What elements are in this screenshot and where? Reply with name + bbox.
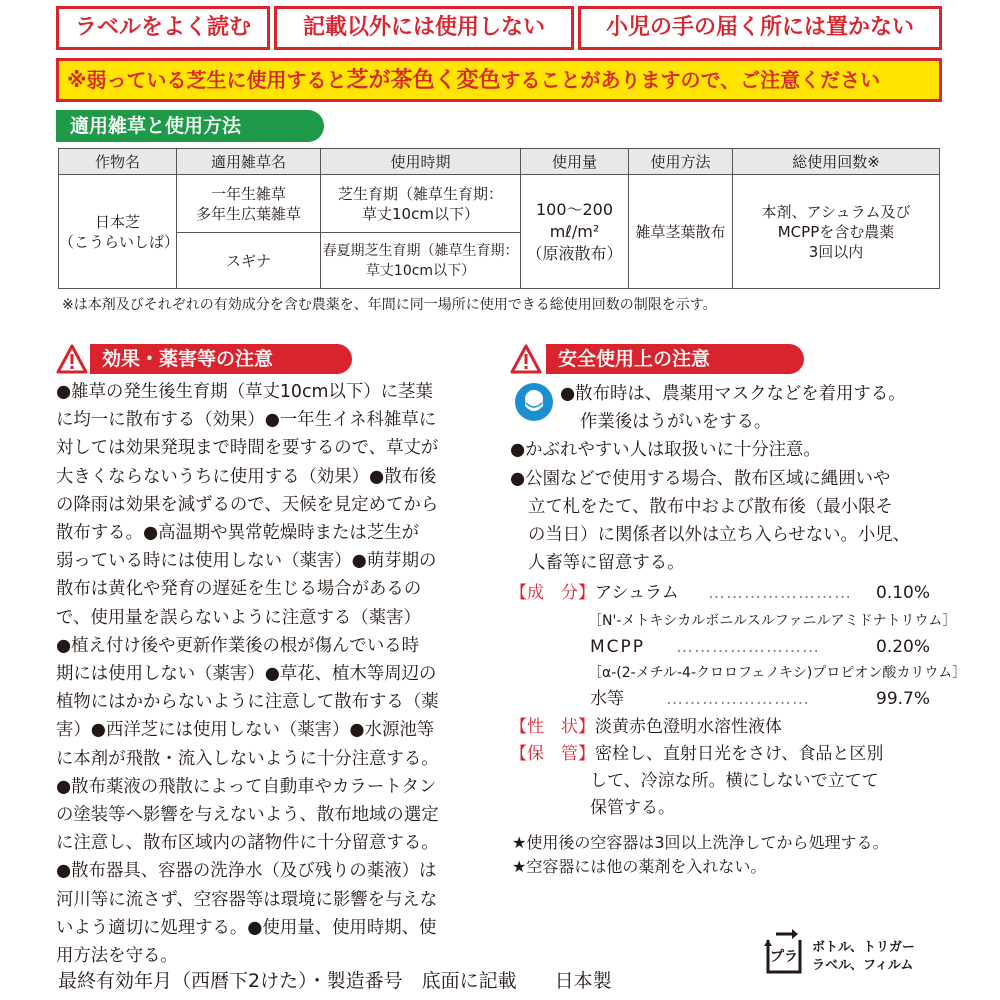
time2-line2: 草丈10cm以下） (365, 262, 476, 279)
text-line: 植物にはかからないように注意して散布する（薬 (56, 692, 439, 713)
text-line: で、使用量を誤らないように注意する（薬害） (56, 607, 421, 628)
usage-section-title: 適用雑草と使用方法 (56, 110, 324, 142)
text-line: 立て札をたて、散布中および散布後（最小限そ (528, 496, 893, 517)
table-row (59, 175, 940, 233)
container-reuse-note: ★空容器には他の薬剤を入れない。 (512, 857, 767, 876)
text-line: ●雑草の発生後生育期（草丈10cm以下）に茎葉 (56, 382, 433, 402)
amount-line3: （原液散布） (526, 243, 623, 263)
amount-line2: mℓ/m² (549, 221, 600, 241)
time1-line2: 草丈10cm以下） (362, 204, 479, 223)
header-method: 使用方法 (629, 149, 733, 175)
text-line: 用方法を守る。 (56, 946, 178, 967)
ingredient-chemical-name: ［N'-メトキシカルボニルスルファニルアミドナトリウム］ (588, 613, 957, 629)
usage-footnote: ※は本剤及びそれぞれの有効成分を含む農薬を、年間に同一場所に使用できる総使用回数の制限を示す。 (62, 297, 717, 313)
cell-weed2: スギナ (177, 233, 321, 289)
text-line: 作業後はうがいをする。 (580, 412, 772, 433)
leader-dots: …………………… (666, 689, 810, 709)
cell-method: 雑草茎葉散布 (629, 175, 733, 289)
table-header-row (59, 149, 940, 175)
text-line: ●散布時は、農薬用マスクなどを着用する。 (560, 384, 906, 404)
amount-line1: 100〜200 (535, 199, 614, 219)
storage-row (510, 741, 883, 768)
time1-line1: 芝生育期（雑草生育期： (337, 184, 503, 203)
text-line: 害）●西洋芝には使用しない（薬害）●水源池等 (56, 720, 435, 741)
text-line: に注意し、散布区域内の諸物件に十分留意する。 (56, 833, 439, 854)
safety-caution-title: 安全使用上の注意 (546, 344, 804, 374)
text-line: に本剤が飛散・流入しないように十分注意する。 (56, 748, 439, 769)
warning-triangle-icon (56, 344, 88, 374)
warning-part1: ※弱っている芝生に使用すると (67, 68, 347, 92)
label-read-notice: ラベルをよく読む (56, 6, 270, 50)
usage-table (58, 148, 940, 289)
storage-label: 【保 管】 (510, 744, 595, 764)
property-label: 【性 状】 (510, 717, 595, 737)
warning-part3: することがありますので、ご注意ください (500, 68, 881, 92)
text-line: 散布する。●高温期や異常乾燥時または芝生が (56, 523, 419, 544)
header-timing: 使用時期 (321, 149, 521, 175)
storage-line: して、冷涼な所。横にしないで立てて (590, 771, 879, 791)
weed1-line1: 一年生雑草 (210, 184, 286, 203)
text-line: の塗装等へ影響を与えないよう、散布地域の選定 (56, 805, 439, 826)
usage-restriction-notice: 記載以外には使用しない (274, 6, 574, 50)
text-line: 期には使用しない（薬害）●草花、植木等周辺の (56, 664, 437, 685)
text-line: に均一に散布する（効果）●一年生イネ科雑草に (56, 410, 437, 431)
cell-weed1 (177, 175, 321, 233)
safety-caution-text (510, 380, 950, 577)
ingredient-name: アシュラム (595, 583, 679, 603)
text-line: ●散布薬液の飛散によって自動車やカラートタン (56, 776, 437, 797)
text-line: 対しては効果発現まで時間を要するので、草丈が (56, 438, 439, 459)
leader-dots: …………………… (708, 583, 852, 603)
text-line: ●かぶれやすい人は取扱いに十分注意。 (510, 440, 821, 461)
text-line: ●植え付け後や更新作業後の根が傷んでいる時 (56, 635, 419, 656)
weed1-line2: 多年生広葉雑草 (195, 204, 301, 223)
warning-emphasis: 芝が茶色く変色 (346, 68, 501, 93)
text-line: 散布は黄化や発育の遅延を生じる場合があるの (56, 579, 422, 600)
container-wash-note: ★使用後の空容器は3回以上洗浄してから処理する。 (512, 833, 889, 852)
text-line: 弱っている時には使用しない（薬害）●萌芽期の (56, 551, 437, 572)
expiry-origin-note: 最終有効年月（西暦下2けた）・製造番号 底面に記載 日本製 (58, 970, 612, 992)
crop-reading: （こうらいしば） (59, 232, 180, 251)
text-line: いよう適切に処理する。●使用量、使用時期、使 (56, 917, 437, 938)
child-safety-notice: 小児の手の届く所には置かない (578, 6, 942, 50)
leader-dots: …………………… (676, 637, 820, 657)
plastic-recycle-icon (762, 926, 806, 978)
cell-time1 (321, 175, 521, 233)
header-amount: 使用量 (521, 149, 629, 175)
text-line: ●散布器具、容器の洗浄水（及び残りの薬液）は (56, 861, 437, 882)
cell-amount (521, 175, 629, 289)
times-line3: 3回以内 (808, 242, 864, 261)
recycle-text-line1: ボトル、トリガー (812, 940, 915, 955)
ingredient-value: 0.10% (876, 583, 931, 603)
text-line: ●公園などで使用する場合、散布区域に縄囲いや (510, 468, 891, 489)
cell-time2 (321, 233, 521, 289)
effect-caution-text (56, 378, 492, 970)
storage-line: 密栓し、直射日光をさけ、食品と区別 (595, 744, 884, 764)
cell-crop (59, 175, 180, 289)
text-line: の降雨は効果を減ずるので、天候を見定めてから (56, 494, 439, 515)
ingredient-value: 99.7% (876, 689, 931, 709)
ingredient-name: MCPP (590, 637, 646, 657)
times-line1: 本剤、アシュラム及び (761, 202, 911, 221)
warning-triangle-icon (510, 344, 542, 374)
header-weed: 適用雑草名 (177, 149, 321, 175)
cell-total-uses (733, 175, 940, 289)
ingredient-row-1 (510, 580, 679, 607)
header-crop: 作物名 (59, 149, 177, 175)
recycle-text-line2: ラベル、フィルム (812, 958, 914, 973)
header-total-uses: 総使用回数※ (733, 149, 940, 175)
storage-line: 保管する。 (590, 798, 675, 818)
text-line: 大きくならないうちに使用する（効果）●散布後 (56, 466, 437, 487)
ingredient-name: 水等 (590, 689, 624, 709)
recycle-symbol-text: プラ (770, 949, 798, 965)
ingredient-chemical-name: ［α-(2-メチル-4-クロロフェノキシ)プロピオン酸カリウム］ (588, 665, 967, 681)
times-line2: MCPPを含む農薬 (777, 222, 895, 241)
effect-caution-title: 効果・薬害等の注意 (90, 344, 352, 374)
lawn-discoloration-warning (56, 58, 942, 102)
crop-name: 日本芝 (94, 212, 140, 231)
time2-line1: 春夏期芝生育期（雑草生育期： (322, 242, 519, 259)
text-line: 河川等に流さず、空容器等は環境に影響を与えな (56, 889, 438, 910)
text-line: 人畜等に留意する。 (528, 553, 685, 574)
text-line: の当日）に関係者以外は立ち入らせない。小児、 (528, 525, 911, 546)
ingredient-value: 0.20% (876, 637, 931, 657)
ingredients-label: 【成 分】 (510, 583, 595, 603)
property-value: 淡黄赤色澄明水溶性液体 (595, 717, 782, 737)
property-row (510, 714, 782, 741)
